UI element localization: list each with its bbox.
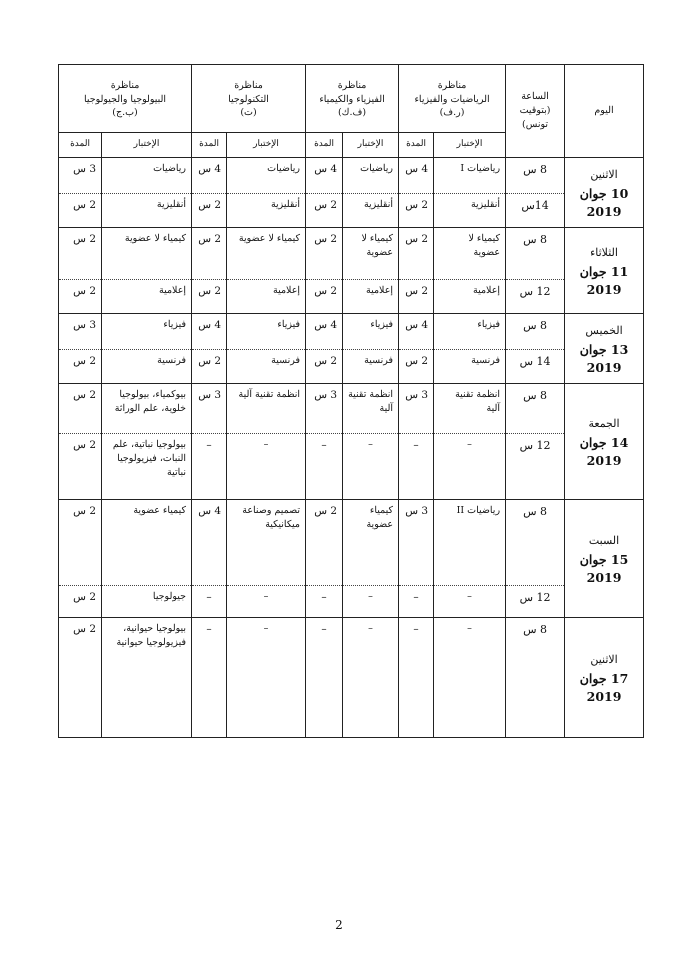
duration-cell: – [306, 586, 343, 618]
schedule-row [59, 280, 644, 314]
duration-cell: 2 س [59, 586, 102, 618]
duration-cell: 2 س [192, 194, 227, 228]
duration-cell: 4 س [192, 314, 227, 350]
duration-cell: 4 س [306, 158, 343, 194]
duration-cell: 4 س [399, 314, 434, 350]
duration-cell: – [399, 434, 434, 500]
duration-cell: 2 س [192, 228, 227, 280]
group-header-technology: مناظرة التكنولوجيا (ت) [192, 65, 306, 133]
duration-cell: 2 س [59, 434, 102, 500]
exam-cell: كيمياء لا عضوية [434, 228, 506, 280]
duration-cell: 2 س [306, 228, 343, 280]
exam-cell: – [434, 618, 506, 738]
time-header: الساعة (بتوقيت تونس) [506, 65, 565, 158]
duration-cell: – [399, 586, 434, 618]
schedule-row [59, 350, 644, 384]
header-row [59, 65, 644, 133]
time-cell: 12 س [506, 434, 565, 500]
exam-cell: – [343, 618, 399, 738]
duration-cell: 2 س [306, 280, 343, 314]
exam-cell: – [343, 586, 399, 618]
exam-cell: أنقليزية [343, 194, 399, 228]
exam-cell: بيوكمياء، بيولوجيا خلوية، علم الوراثة [102, 384, 192, 434]
time-cell: 8 س [506, 228, 565, 280]
day-cell [565, 384, 644, 500]
schedule-row [59, 384, 644, 434]
duration-cell: 4 س [192, 500, 227, 586]
exam-cell: تصميم وصناعة ميكانيكية [227, 500, 306, 586]
duration-cell: – [192, 586, 227, 618]
exam-cell: إعلامية [102, 280, 192, 314]
day-date: 17 جوان 2019 [579, 671, 629, 705]
duration-column-header: المدة [399, 133, 434, 158]
duration-cell: 3 س [59, 314, 102, 350]
exam-cell: كيمياء لا عضوية [102, 228, 192, 280]
time-cell: 12 س [506, 586, 565, 618]
exam-cell: أنقليزية [102, 194, 192, 228]
duration-cell: 2 س [306, 500, 343, 586]
duration-cell: 3 س [59, 158, 102, 194]
exam-cell: فرنسية [102, 350, 192, 384]
day-cell [565, 158, 644, 228]
exam-column-header: الإختبار [227, 133, 306, 158]
duration-cell: 4 س [306, 314, 343, 350]
exam-cell: فرنسية [343, 350, 399, 384]
group-header-math-physics: مناظرة الرياضيات والفيزياء (ر.ف) [399, 65, 506, 133]
duration-cell: 3 س [399, 384, 434, 434]
exam-cell: رياضيات I [434, 158, 506, 194]
duration-column-header: المدة [306, 133, 343, 158]
duration-cell: 2 س [306, 350, 343, 384]
duration-cell: 4 س [192, 158, 227, 194]
exam-cell: انظمة تقنية آلية [343, 384, 399, 434]
exam-cell: كيمياء لا عضوية [343, 228, 399, 280]
day-cell [565, 228, 644, 314]
schedule-row [59, 228, 644, 280]
exam-cell: فرنسية [434, 350, 506, 384]
day-name: الاثنين [590, 168, 618, 182]
time-cell: 8 س [506, 314, 565, 350]
duration-cell: – [192, 434, 227, 500]
exam-cell: أنقليزية [434, 194, 506, 228]
exam-cell: – [434, 434, 506, 500]
exam-cell: رياضيات [343, 158, 399, 194]
day-header: اليوم [565, 65, 644, 158]
exam-cell: كيمياء لا عضوية [227, 228, 306, 280]
duration-cell: 2 س [306, 194, 343, 228]
exam-cell: – [227, 586, 306, 618]
schedule-row [59, 194, 644, 228]
duration-cell: 2 س [399, 194, 434, 228]
exam-column-header: الإختبار [343, 133, 399, 158]
exam-cell: فيزياء [434, 314, 506, 350]
group-header-biology-geology: مناظرة البيولوجيا والجيولوجيا (ب.ج) [59, 65, 192, 133]
time-cell: 8 س [506, 384, 565, 434]
exam-cell: فيزياء [102, 314, 192, 350]
duration-column-header: المدة [59, 133, 102, 158]
exam-cell: أنقليزية [227, 194, 306, 228]
duration-cell: 2 س [399, 228, 434, 280]
exam-cell: – [434, 586, 506, 618]
exam-cell: رياضيات II [434, 500, 506, 586]
exam-cell: إعلامية [343, 280, 399, 314]
exam-cell: كيمياء عضوية [102, 500, 192, 586]
duration-cell: – [192, 618, 227, 738]
duration-cell: – [399, 618, 434, 738]
exam-cell: فرنسية [227, 350, 306, 384]
day-date: 13 جوان 2019 [579, 342, 629, 376]
exam-cell: إعلامية [227, 280, 306, 314]
duration-cell: 2 س [59, 280, 102, 314]
time-cell: 12 س [506, 280, 565, 314]
schedule-row [59, 158, 644, 194]
schedule-row [59, 586, 644, 618]
duration-cell: 2 س [59, 228, 102, 280]
duration-cell: 2 س [399, 280, 434, 314]
duration-cell: 4 س [399, 158, 434, 194]
schedule-row [59, 314, 644, 350]
time-cell: 14س [506, 194, 565, 228]
duration-cell: 2 س [192, 280, 227, 314]
duration-cell: 3 س [399, 500, 434, 586]
duration-cell: 2 س [399, 350, 434, 384]
schedule-row [59, 500, 644, 586]
schedule-row [59, 618, 644, 738]
duration-cell: 2 س [59, 350, 102, 384]
page-number: 2 [335, 918, 343, 932]
exam-schedule-table [58, 64, 644, 738]
exam-cell: انظمة تقنية آلية [434, 384, 506, 434]
day-date: 15 جوان 2019 [579, 552, 629, 586]
time-cell: 8 س [506, 158, 565, 194]
day-date: 11 جوان 2019 [579, 264, 629, 298]
exam-cell: بيولوجيا نباتية، علم النبات، فيزيولوجيا نباتية [102, 434, 192, 500]
day-cell [565, 314, 644, 384]
exam-column-header: الإختبار [434, 133, 506, 158]
duration-cell: 3 س [192, 384, 227, 434]
day-name: الاثنين [590, 653, 618, 667]
duration-cell: 2 س [59, 500, 102, 586]
duration-cell: 2 س [59, 618, 102, 738]
exam-cell: إعلامية [434, 280, 506, 314]
exam-cell: فيزياء [227, 314, 306, 350]
duration-cell: 3 س [306, 384, 343, 434]
day-cell [565, 618, 644, 738]
day-name: الثلاثاء [590, 246, 618, 260]
exam-cell: فيزياء [343, 314, 399, 350]
day-name: الجمعة [588, 417, 620, 431]
schedule-row [59, 434, 644, 500]
time-cell: 8 س [506, 618, 565, 738]
exam-cell: – [343, 434, 399, 500]
day-cell [565, 500, 644, 618]
exam-column-header: الإختبار [102, 133, 192, 158]
group-header-physics-chemistry: مناظرة الفيزياء والكيمياء (ف.ك) [306, 65, 399, 133]
day-date: 14 جوان 2019 [579, 435, 629, 469]
duration-cell: 2 س [59, 194, 102, 228]
day-date: 10 جوان 2019 [579, 186, 629, 220]
exam-cell: بيولوجيا حيوانية، فيزيولوجيا حيوانية [102, 618, 192, 738]
exam-cell: كيمياء عضوية [343, 500, 399, 586]
duration-cell: – [306, 618, 343, 738]
day-name: السبت [588, 534, 620, 548]
duration-cell: 2 س [192, 350, 227, 384]
duration-cell: 2 س [59, 384, 102, 434]
exam-cell: رياضيات [227, 158, 306, 194]
duration-cell: – [306, 434, 343, 500]
exam-cell: انظمة تقنية آلية [227, 384, 306, 434]
time-cell: 14 س [506, 350, 565, 384]
time-cell: 8 س [506, 500, 565, 586]
exam-cell: – [227, 618, 306, 738]
exam-cell: – [227, 434, 306, 500]
exam-cell: رياضيات [102, 158, 192, 194]
duration-column-header: المدة [192, 133, 227, 158]
exam-cell: جيولوجيا [102, 586, 192, 618]
day-name: الخميس [585, 324, 623, 338]
